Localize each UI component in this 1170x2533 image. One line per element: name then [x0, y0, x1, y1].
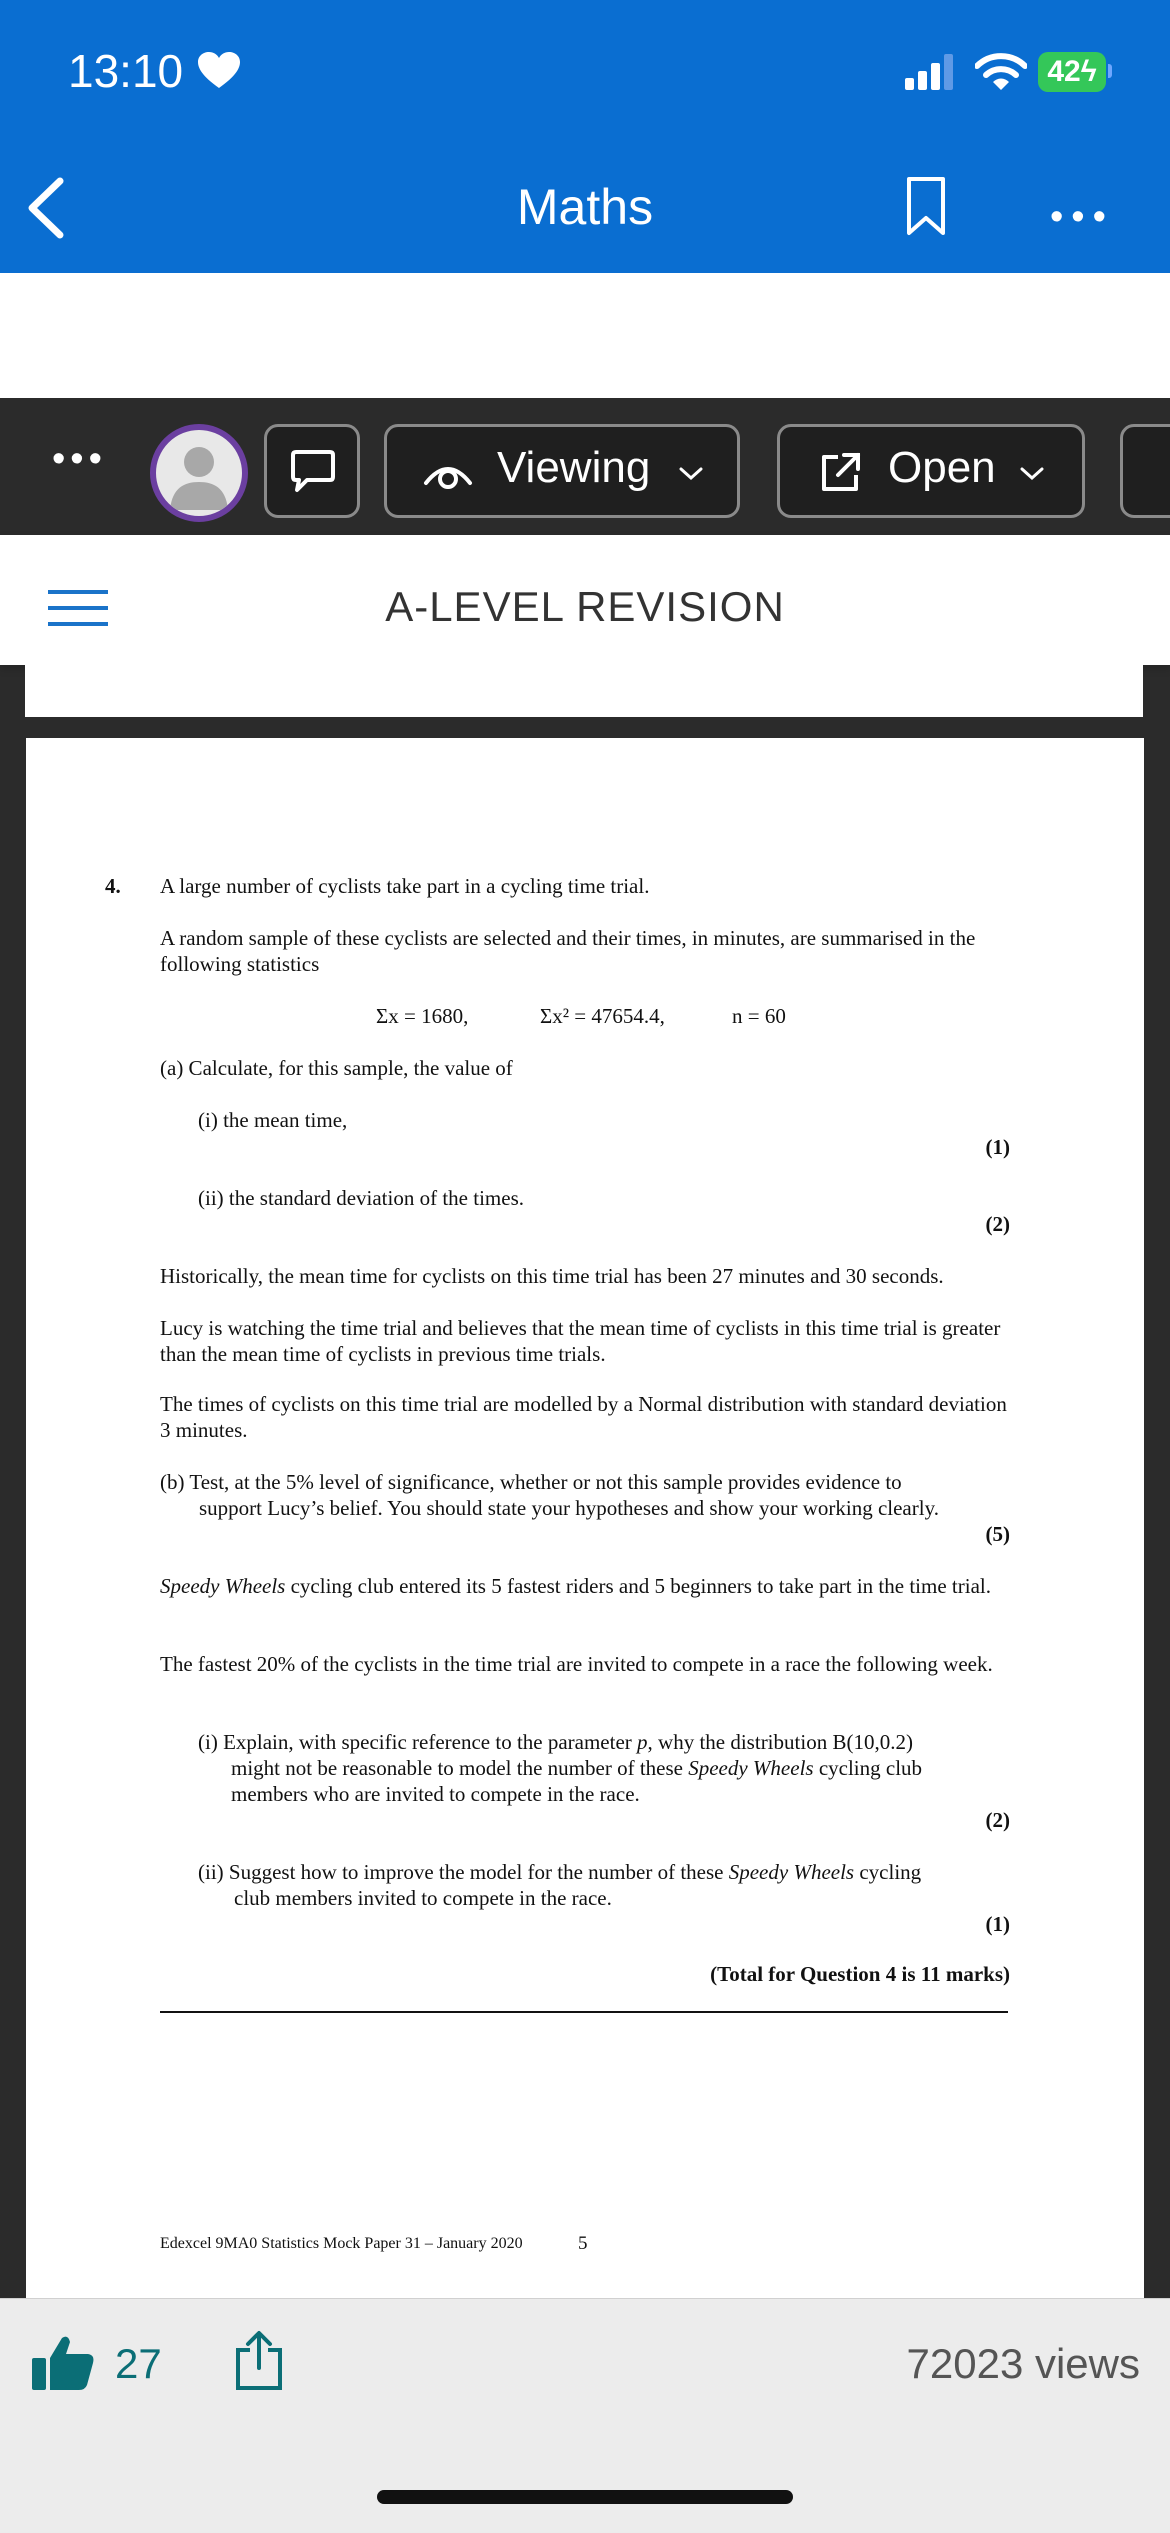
mark-c-i: (2) [985, 1808, 1010, 1832]
mark-a-ii: (2) [985, 1212, 1010, 1236]
blank-area [0, 273, 1170, 398]
chevron-down-icon [679, 467, 703, 481]
user-silhouette-icon [156, 430, 242, 516]
part-c-i-text-3: might not be reasonable to model the number of these [231, 1756, 683, 1780]
hamburger-menu-icon[interactable] [48, 588, 108, 628]
part-a: (a) Calculate, for this sample, the value of [160, 1056, 513, 1080]
paper-footer: Edexcel 9MA0 Statistics Mock Paper 31 – January 2020 [160, 2235, 523, 2252]
question-total: (Total for Question 4 is 11 marks) [710, 1962, 1010, 1986]
viewing-label: Viewing [497, 443, 651, 492]
page-number: 5 [578, 2233, 588, 2254]
stat-n: n = 60 [732, 1004, 786, 1028]
question-intro: A large number of cyclists take part in a cycling time trial. [160, 874, 650, 898]
open-dropdown[interactable] [777, 424, 1085, 518]
part-c-i-text-1: (i) Explain, with specific reference to the parameter [198, 1730, 632, 1754]
toolbar-overflow-button[interactable] [1120, 424, 1170, 518]
part-c-i-line-3: members who are invited to compete in the race. [231, 1782, 640, 1806]
club-description [160, 1574, 1010, 1600]
club-name: Speedy Wheels [160, 1574, 286, 1598]
comment-button[interactable] [264, 424, 360, 518]
question-number: 4. [105, 874, 121, 898]
charging-bolt-icon: ϟ [1080, 55, 1097, 88]
heart-icon [198, 52, 240, 90]
mark-c-ii: (1) [985, 1912, 1010, 1936]
part-c-i-line-1 [198, 1730, 1010, 1756]
wifi-icon [975, 52, 1027, 92]
toolbar-more-icon[interactable]: ••• [52, 438, 107, 480]
parameter-p: p [637, 1730, 648, 1754]
club-text: cycling club entered its 5 fastest riders and 5 beginners to take part in the time trial. [285, 1574, 991, 1598]
part-c-i-text-4: cycling club [813, 1756, 923, 1780]
part-c-i-line-2 [231, 1756, 1011, 1782]
site-title: A-LEVEL REVISION [385, 583, 785, 630]
status-time: 13:10 [68, 45, 184, 97]
club-name-inline-2: Speedy Wheels [728, 1860, 855, 1884]
thumbs-up-icon[interactable] [32, 2334, 96, 2392]
part-c-ii-line-1 [198, 1860, 1010, 1886]
page-edge [25, 665, 1143, 717]
club-name-inline: Speedy Wheels [688, 1756, 814, 1780]
divider [160, 2011, 1008, 2013]
stat-sum-x: Σx = 1680, [376, 1004, 469, 1028]
battery-nub [1108, 64, 1112, 78]
viewing-mode-dropdown[interactable] [384, 424, 740, 518]
part-c-ii-line-2: club members invited to compete in the race. [234, 1886, 612, 1910]
part-a-i: (i) the mean time, [198, 1108, 348, 1132]
bookmark-icon[interactable] [906, 176, 946, 236]
view-count: 72023 views [906, 2340, 1140, 2387]
stat-sum-x2: Σx² = 47654.4, [540, 1004, 665, 1028]
home-indicator[interactable] [377, 2490, 793, 2504]
part-a-ii: (ii) the standard deviation of the times. [198, 1186, 524, 1210]
cellular-signal-icon [905, 54, 957, 90]
battery-level: 42 [1047, 55, 1081, 88]
lucy-belief: Lucy is watching the time trial and believes that the mean time of cyclists in this time trial is greater than the mean time of cyclists in previous time trials. [160, 1316, 1001, 1366]
share-icon[interactable] [234, 2330, 284, 2392]
mark-a-i: (1) [985, 1135, 1010, 1159]
eye-icon [423, 457, 473, 491]
open-external-icon [818, 451, 862, 495]
avatar[interactable] [150, 424, 248, 522]
battery-indicator [1038, 52, 1106, 92]
fastest-invited: The fastest 20% of the cyclists in the time trial are invited to compete in a race the following week. [160, 1652, 993, 1676]
part-b-line-2: support Lucy’s belief. You should state your hypotheses and show your working clearly. [199, 1496, 939, 1520]
normal-model: The times of cyclists on this time trial are modelled by a Normal distribution with standard deviation 3 minutes. [160, 1392, 1007, 1442]
more-options-icon[interactable]: ••• [1050, 196, 1114, 238]
chevron-down-icon [1020, 467, 1044, 481]
mark-b: (5) [985, 1522, 1010, 1546]
back-chevron-icon[interactable] [22, 175, 66, 241]
historical-mean: Historically, the mean time for cyclists on this time trial has been 27 minutes and 30 seconds. [160, 1264, 944, 1288]
part-b-line-1: (b) Test, at the 5% level of significance, whether or not this sample provides evidence to [160, 1470, 902, 1494]
part-c-ii-text-1: (ii) Suggest how to improve the model for the number of these [198, 1860, 724, 1884]
comment-icon [289, 449, 337, 495]
sample-description: A random sample of these cyclists are selected and their times, in minutes, are summarised in the following statistics [160, 926, 976, 976]
open-label: Open [888, 443, 996, 492]
part-c-i-text-2: , why the distribution B(10,0.2) [647, 1730, 913, 1754]
page-title: Maths [516, 179, 654, 235]
part-c-ii-text-2: cycling [854, 1860, 922, 1884]
like-count: 27 [115, 2340, 162, 2387]
